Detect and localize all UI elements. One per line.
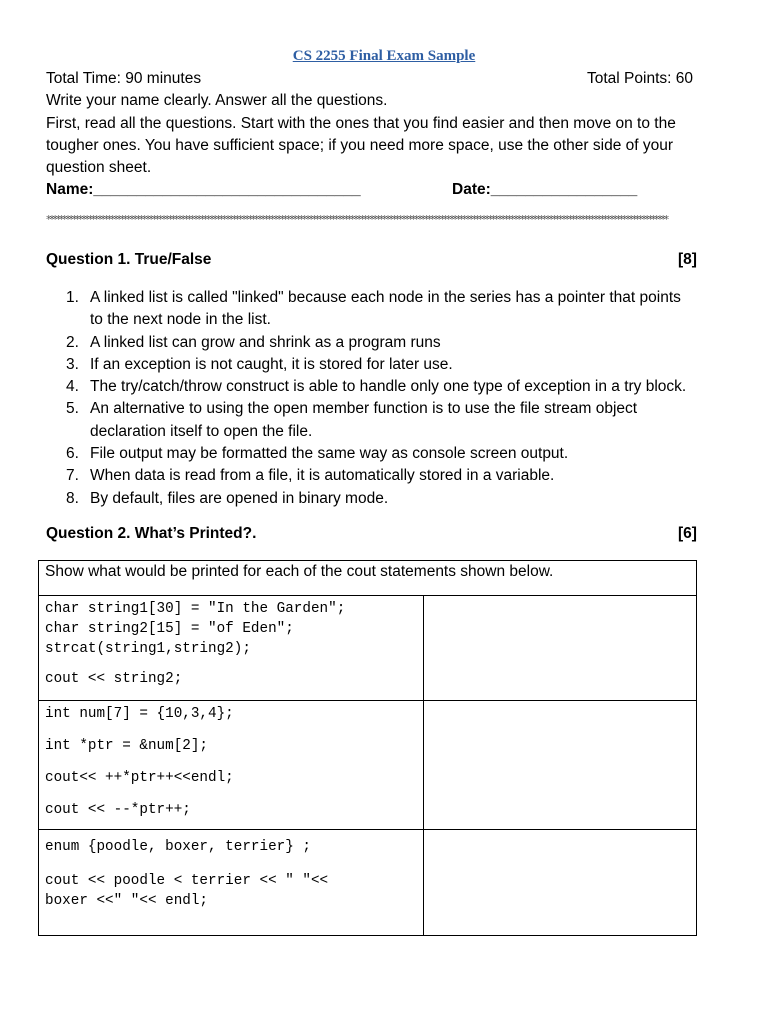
total-points: Total Points: 60	[587, 70, 693, 87]
item-number: 7.	[66, 467, 79, 485]
question1-points: [8]	[678, 251, 697, 268]
instruction-line-2: First, read all the questions. Start with the ones that you find easier and then move on to the	[46, 115, 676, 132]
item-number: 8.	[66, 489, 79, 507]
instruction-line-1: Write your name clearly. Answer all the questions.	[46, 92, 388, 109]
item-number: 5.	[66, 400, 79, 418]
code-line: cout<< ++*ptr++<<endl;	[45, 770, 234, 786]
list-item	[46, 332, 736, 354]
code-line: enum {poodle, boxer, terrier} ;	[45, 839, 311, 855]
item-text: The try/catch/throw construct is able to handle only one type of exception in a try block.	[90, 378, 687, 396]
code-line: char string1[30] = "In the Garden";	[45, 601, 346, 617]
separator-line: **************************************************************************************************************************************************************************************************	[46, 214, 667, 226]
exam-title: CS 2255 Final Exam Sample	[292, 48, 476, 64]
code-line: boxer <<" "<< endl;	[45, 893, 209, 909]
code-block-1	[39, 596, 424, 701]
true-false-list	[46, 287, 736, 510]
item-text: An alternative to using the open member function is to use the file stream object	[90, 400, 638, 418]
code-block-2	[39, 701, 424, 830]
question2-title: Question 2. What’s Printed?.	[46, 525, 257, 542]
instruction-line-4: question sheet.	[46, 159, 152, 176]
answer-cell-3[interactable]	[424, 830, 697, 936]
code-line: int num[7] = {10,3,4};	[45, 706, 234, 722]
name-field[interactable]: Name:_______________________________	[46, 181, 361, 198]
item-text: When data is read from a file, it is automatically stored in a variable.	[90, 467, 555, 485]
list-item	[46, 398, 736, 443]
table-instruction: Show what would be printed for each of the cout statements shown below.	[39, 561, 697, 596]
code-line: cout << string2;	[45, 671, 183, 687]
answer-cell-1[interactable]	[424, 596, 697, 701]
code-line: cout << poodle < terrier << " "<<	[45, 873, 329, 889]
item-number: 1.	[66, 289, 79, 306]
instruction-line-3: tougher ones. You have sufficient space; if you need more space, use the other side of your	[46, 137, 674, 154]
question1-title: Question 1. True/False	[46, 251, 212, 268]
item-text: A linked list is called "linked" because each node in the series has a pointer that points	[90, 289, 681, 306]
answer-cell-2[interactable]	[424, 701, 697, 830]
date-field[interactable]: Date:_________________	[452, 181, 638, 198]
list-item	[46, 376, 736, 398]
code-block-3	[39, 830, 424, 936]
code-line: int *ptr = &num[2];	[45, 738, 209, 754]
list-item	[46, 488, 736, 510]
total-time: Total Time: 90 minutes	[46, 70, 202, 87]
list-item	[46, 354, 736, 376]
list-item	[46, 443, 736, 465]
item-text-continued: declaration itself to open the file.	[90, 422, 313, 440]
question2-points: [6]	[678, 525, 697, 542]
code-line: char string2[15] = "of Eden";	[45, 621, 294, 637]
item-text: If an exception is not caught, it is stored for later use.	[90, 355, 453, 373]
code-line: cout << --*ptr++;	[45, 802, 191, 818]
whats-printed-table	[38, 560, 697, 936]
item-text: File output may be formatted the same way as console screen output.	[90, 445, 569, 463]
list-item	[46, 465, 736, 487]
code-line: strcat(string1,string2);	[45, 641, 251, 657]
item-text: By default, files are opened in binary mode.	[90, 489, 389, 507]
item-number: 3.	[66, 355, 79, 373]
item-number: 4.	[66, 378, 79, 396]
item-number: 2.	[66, 333, 79, 351]
item-text-continued: to the next node in the list.	[90, 311, 271, 329]
item-text: A linked list can grow and shrink as a program runs	[90, 333, 441, 351]
item-number: 6.	[66, 445, 79, 463]
list-item	[46, 287, 736, 332]
